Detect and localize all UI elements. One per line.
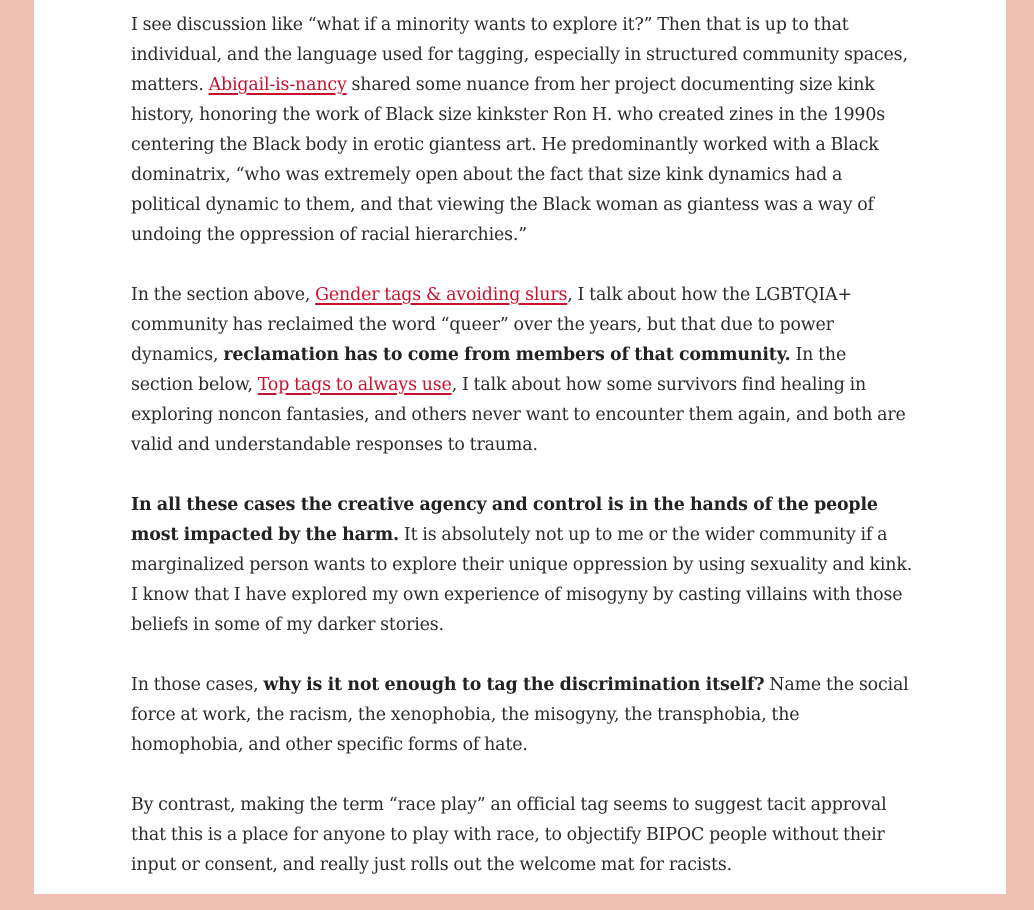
emphasis-reclamation: reclamation has to come from members of that community. xyxy=(223,345,791,365)
paragraph-text: In the section below, xyxy=(131,345,847,395)
page-content-area xyxy=(34,0,1006,894)
paragraph-text: I see discussion like “what if a minority wants to explore it?” Then that is up to that individual, and the language used for tagging, especially in structured community spaces, matters. xyxy=(131,15,908,95)
paragraph-by-contrast xyxy=(131,790,913,880)
link-top-tags-to-always-use[interactable]: Top tags to always use xyxy=(257,375,452,395)
paragraph-text: It is absolutely not up to me or the wider community if a marginalized person wants to explore their unique oppression by using sexuality and kink. I know that I have explored my own experience of misogyny by casting villains with those beliefs in some of my darker stories. xyxy=(131,525,913,635)
paragraph-text: , I talk about how some survivors find healing in exploring noncon fantasies, and others never want to encounter them again, and both are valid and understandable responses to trauma. xyxy=(131,375,906,455)
link-abigail-is-nancy[interactable]: Abigail-is-nancy xyxy=(208,75,347,95)
paragraph-race-nuance xyxy=(131,10,913,250)
link-gender-tags-avoiding-slurs[interactable]: Gender tags & avoiding slurs xyxy=(315,285,568,305)
paragraph-sections-crossref xyxy=(131,280,913,460)
paragraph-text: Name the social force at work, the racism, the xenophobia, the misogyny, the transphobia, the homophobia, and other specific forms of hate. xyxy=(131,675,909,755)
paragraph-text: By contrast, making the term “race play” an official tag seems to suggest tacit approval that this is a place for anyone to play with race, to objectify BIPOC people without their input or consent, and really just rolls out the welcome mat for racists. xyxy=(131,795,887,875)
paragraph-text: shared some nuance from her project documenting size kink history, honoring the work of Black size kinkster Ron H. who created zines in the 1990s centering the Black body in erotic giantess art. He predominantly worked with a Black dominatrix, “who was extremely open about the fact that size kink dynamics had a political dynamic to them, and that viewing the Black woman as giantess was a way of undoing the oppression of racial hierarchies.” xyxy=(131,75,886,245)
emphasis-creative-agency: In all these cases the creative agency and control is in the hands of the people most impacted by the harm. xyxy=(131,495,878,545)
paragraph-tag-discrimination xyxy=(131,670,913,760)
paragraph-text: In those cases, xyxy=(131,675,264,695)
paragraph-text: In the section above, xyxy=(131,285,316,305)
paragraph-creative-agency xyxy=(131,490,913,640)
emphasis-tag-discrimination: why is it not enough to tag the discrimination itself? xyxy=(263,675,765,695)
article-body xyxy=(131,10,913,910)
paragraph-text: , I talk about how the LGBTQIA+ community has reclaimed the word “queer” over the years, but that due to power dynamics, xyxy=(131,285,852,365)
